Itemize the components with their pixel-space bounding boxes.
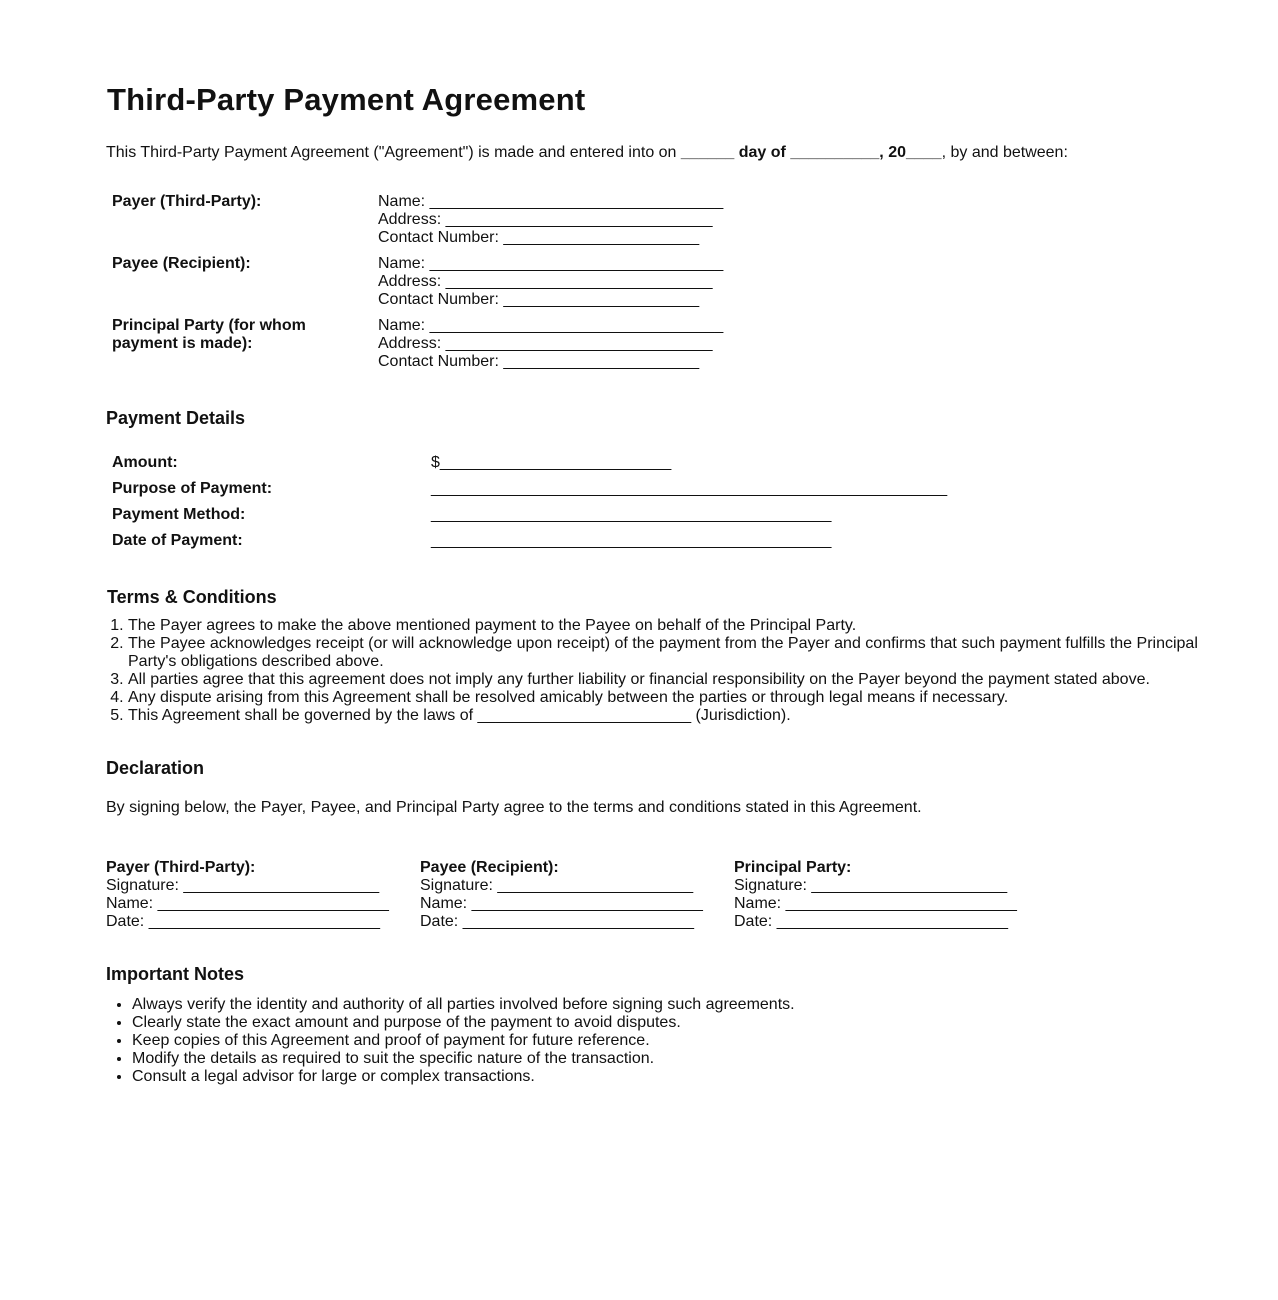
payee-name-field: Name: _________________________________ — [378, 255, 724, 272]
intro-day-of: day of — [734, 144, 791, 161]
intro-year-blank: ____ — [905, 144, 942, 161]
signature-block-title: Principal Party: — [734, 859, 852, 876]
principal-contact-field: Contact Number: ______________________ — [378, 353, 700, 370]
purpose-label: Purpose of Payment: — [112, 480, 273, 497]
signature-block-title: Payer (Third-Party): — [106, 859, 256, 876]
payee-contact-field: Contact Number: ______________________ — [378, 291, 700, 308]
date-field: _____________________________________________ — [431, 532, 832, 549]
payer-address-field: Address: ______________________________ — [378, 211, 713, 228]
terms-item: 1. The Payer agrees to make the above mentioned payment to the Payee on behalf of the Principal Party. — [128, 617, 1198, 635]
terms-list — [106, 617, 1198, 725]
amount-field: $__________________________ — [431, 454, 672, 471]
date-label: Date of Payment: — [112, 532, 243, 549]
signature-date-line: Date: __________________________ — [106, 913, 381, 930]
notes-list — [106, 996, 1132, 1086]
signature-block-title: Payee (Recipient): — [420, 859, 559, 876]
method-label: Payment Method: — [112, 506, 246, 523]
document-title: Third-Party Payment Agreement — [107, 82, 586, 117]
principal-signature-block — [734, 859, 1017, 931]
declaration-heading: Declaration — [106, 758, 205, 778]
payer-label: Payer (Third-Party): — [112, 193, 262, 210]
payee-fields — [378, 255, 723, 309]
notes-item: • Always verify the identity and authority of all parties involved before signing such agreements. — [132, 996, 1132, 1014]
notes-heading: Important Notes — [106, 964, 245, 984]
signature-line: Signature: ______________________ — [734, 877, 1008, 894]
notes-item: • Consult a legal advisor for large or complex transactions. — [132, 1068, 1132, 1086]
signature-name-line: Name: __________________________ — [106, 895, 389, 912]
terms-heading: Terms & Conditions — [107, 587, 277, 607]
principal-label-line1: Principal Party (for whom — [112, 317, 306, 334]
purpose-field: __________________________________________________________ — [431, 480, 948, 497]
principal-address-field: Address: ______________________________ — [378, 335, 713, 352]
terms-item: 3. All parties agree that this agreement does not imply any further liability or financial responsibility on the Payer beyond the payment stated above. — [128, 671, 1198, 689]
notes-item: • Clearly state the exact amount and purpose of the payment to avoid disputes. — [132, 1014, 1132, 1032]
payer-name-field: Name: _________________________________ — [378, 193, 724, 210]
intro-suffix: , by and between: — [941, 144, 1068, 161]
terms-item: 5. This Agreement shall be governed by the laws of ________________________ (Jurisdiction). — [128, 707, 1198, 725]
method-field: _____________________________________________ — [431, 506, 832, 523]
amount-label: Amount: — [112, 454, 178, 471]
payer-contact-field: Contact Number: ______________________ — [378, 229, 700, 246]
intro-month-blank: __________ — [790, 144, 880, 161]
signature-date-line: Date: __________________________ — [420, 913, 695, 930]
payee-label: Payee (Recipient): — [112, 255, 251, 272]
principal-fields — [378, 317, 723, 371]
terms-item: 4. Any dispute arising from this Agreement shall be resolved amicably between the parties or through legal means if necessary. — [128, 689, 1198, 707]
declaration-text: By signing below, the Payer, Payee, and Principal Party agree to the terms and conditions stated in this Agreement. — [106, 799, 922, 816]
notes-item: • Modify the details as required to suit the specific nature of the transaction. — [132, 1050, 1132, 1068]
terms-item: 2. The Payee acknowledges receipt (or will acknowledge upon receipt) of the payment from the Payer and confirms that such payment fulfills the Principal Party's obligations described above. — [128, 635, 1198, 671]
signature-line: Signature: ______________________ — [420, 877, 694, 894]
payee-address-field: Address: ______________________________ — [378, 273, 713, 290]
intro-day-blank: ______ — [680, 144, 735, 161]
notes-item: • Keep copies of this Agreement and proof of payment for future reference. — [132, 1032, 1132, 1050]
payee-signature-block — [420, 859, 703, 931]
payment-details-heading: Payment Details — [106, 408, 246, 428]
signature-line: Signature: ______________________ — [106, 877, 380, 894]
principal-label-line2: payment is made): — [112, 335, 253, 352]
principal-name-field: Name: _________________________________ — [378, 317, 724, 334]
principal-label — [112, 317, 306, 353]
payer-signature-block — [106, 859, 389, 931]
intro-year-prefix: , 20 — [879, 144, 906, 161]
signature-name-line: Name: __________________________ — [420, 895, 703, 912]
intro-text: This Third-Party Payment Agreement ("Agreement") is made and entered into on — [106, 144, 681, 161]
signature-name-line: Name: __________________________ — [734, 895, 1017, 912]
payer-fields — [378, 193, 723, 247]
intro-paragraph — [106, 144, 1068, 162]
signature-date-line: Date: __________________________ — [734, 913, 1009, 930]
